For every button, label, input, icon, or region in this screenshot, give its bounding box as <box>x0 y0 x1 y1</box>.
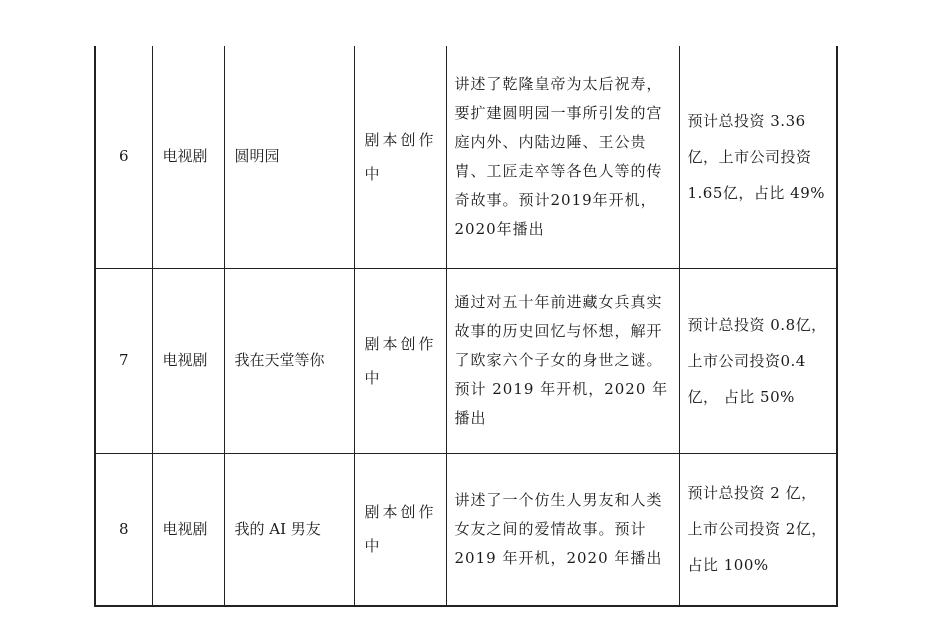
project-status: 剧本创作中 <box>354 268 446 453</box>
project-status: 剧本创作中 <box>354 453 446 606</box>
row-number: 7 <box>95 268 152 453</box>
row-number: 6 <box>95 46 152 268</box>
project-name: 圆明园 <box>224 46 354 268</box>
project-name: 我在天堂等你 <box>224 268 354 453</box>
table-row <box>95 46 837 268</box>
project-type: 电视剧 <box>152 453 224 606</box>
project-table <box>94 46 838 607</box>
project-type: 电视剧 <box>152 46 224 268</box>
project-name: 我的 AI 男友 <box>224 453 354 606</box>
project-description: 讲述了乾隆皇帝为太后祝寿，要扩建圆明园一事所引发的宫庭内外、内陆边陲、王公贵胄、工匠走卒等各色人等的传奇故事。预计2019年开机，2020年播出 <box>446 46 679 268</box>
project-investment: 预计总投资 3.36亿，上市公司投资1.65亿，占比 49% <box>679 46 837 268</box>
project-investment: 预计总投资 0.8亿，上市公司投资0.4 亿， 占比 50% <box>679 268 837 453</box>
row-number: 8 <box>95 453 152 606</box>
table-row <box>95 453 837 606</box>
project-description: 讲述了一个仿生人男友和人类女友之间的爱情故事。预计 2019 年开机，2020 年播出 <box>446 453 679 606</box>
project-investment: 预计总投资 2 亿，上市公司投资 2亿， 占比 100% <box>679 453 837 606</box>
project-status: 剧本创作中 <box>354 46 446 268</box>
project-description: 通过对五十年前进藏女兵真实故事的历史回忆与怀想，解开了欧家六个子女的身世之谜。预计 2019 年开机，2020 年播出 <box>446 268 679 453</box>
table-row <box>95 268 837 453</box>
project-table-container <box>94 46 836 606</box>
project-type: 电视剧 <box>152 268 224 453</box>
